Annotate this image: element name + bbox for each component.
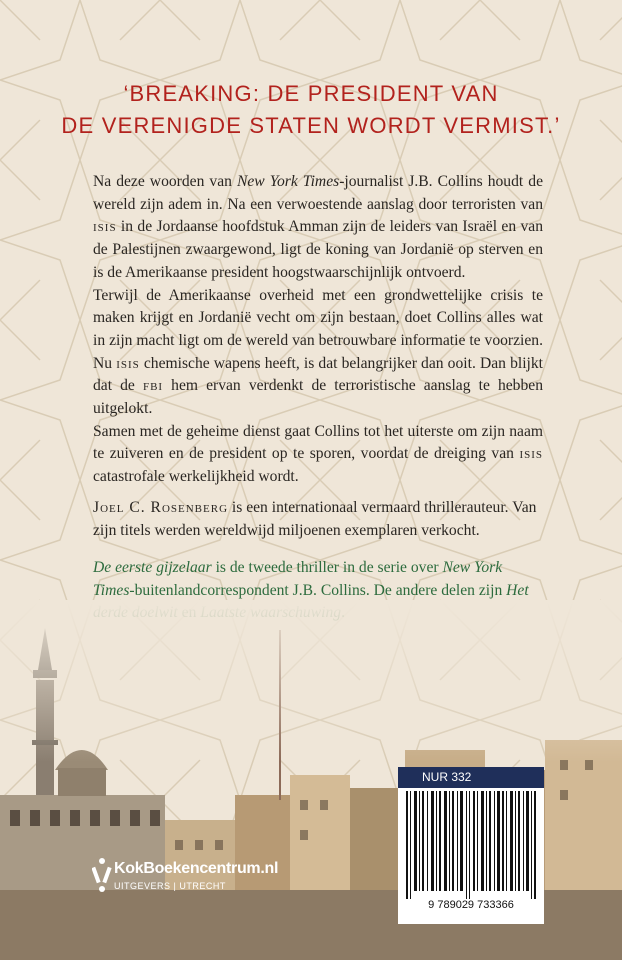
- text-run: Terwijl de Amerikaanse overheid met een grondwettelijke crisis te maken krijgt en Jordanië vecht om zijn bestaan, doet Collins alles wat in zijn macht ligt om de wereld van betrouwbare informatie te voorzien. Nu: [93, 286, 543, 372]
- barcode: [398, 767, 544, 924]
- author-name: Joel C. Rosenberg: [93, 499, 229, 516]
- acronym: isis: [93, 218, 117, 236]
- acronym: isis: [116, 354, 140, 372]
- text-run: -buitenlandcorrespondent J.B. Collins. De andere delen zijn: [129, 581, 507, 599]
- synopsis-paragraph-1: [93, 171, 543, 285]
- synopsis-paragraph-3: [93, 421, 543, 489]
- publisher-subtitle: UITGEVERS | UTRECHT: [114, 881, 226, 891]
- text-run: chemische wapens heeft, is dat belangrijker dan ooit. Dan blijkt dat de: [93, 354, 543, 395]
- headline-line-2: DE VERENIGDE STATEN WORDT VERMIST.’: [61, 113, 561, 138]
- newspaper-name: New York Times: [93, 559, 503, 599]
- headline-line-1: ‘BREAKING: DE PRESIDENT VAN: [123, 81, 499, 106]
- text-run: is de tweede thriller in de serie over: [211, 559, 443, 576]
- publisher-mark-icon: [92, 857, 112, 893]
- text-run: Na deze woorden van: [93, 173, 237, 190]
- text-run: -journalist J.B. Collins houdt de wereld zijn adem in. Na een verwoestende aanslag door terroristen van: [93, 173, 543, 213]
- publisher-logo: [92, 857, 372, 907]
- book-title: Het: [506, 581, 529, 599]
- synopsis-paragraph-2: [93, 285, 543, 421]
- headline: [0, 78, 622, 142]
- author-bio: [93, 497, 543, 542]
- text-run: Samen met de geheime dienst gaat Collins tot het uiterste om zijn naam te zuiveren en de president op te sporen, voordat de dreiging van: [93, 422, 543, 463]
- text-run: in de Jordaanse hoofdstuk Amman zijn de leiders van Israël en van de Palestijnen zwaargewond, ligt de koning van Jordanië op sterven en is de Amerikaanse president hoogstwaarschijnlijk ontvoerd.: [93, 218, 543, 281]
- text-run: hem ervan verdenkt de terroristische aanslag te hebben uitgelokt.: [93, 377, 543, 418]
- nur-code: NUR 332: [398, 767, 544, 788]
- isbn-number: 9 789029 733366: [428, 899, 514, 911]
- text-run: catastrofale werkelijkheid wordt.: [93, 468, 299, 486]
- newspaper-name: New York Times: [236, 173, 340, 190]
- publisher-name: KokBoekencentrum.nl: [114, 860, 279, 877]
- book-title: De eerste gijzelaar: [93, 559, 212, 576]
- author-bio-text: is een internationaal vermaard thrillerauteur. Van zijn titels werden wereldwijd miljoenen exemplaren verkocht.: [93, 499, 537, 539]
- synopsis: [93, 171, 543, 489]
- acronym: fbi: [142, 377, 164, 395]
- barcode-bars: [404, 791, 538, 899]
- acronym: isis: [519, 445, 543, 463]
